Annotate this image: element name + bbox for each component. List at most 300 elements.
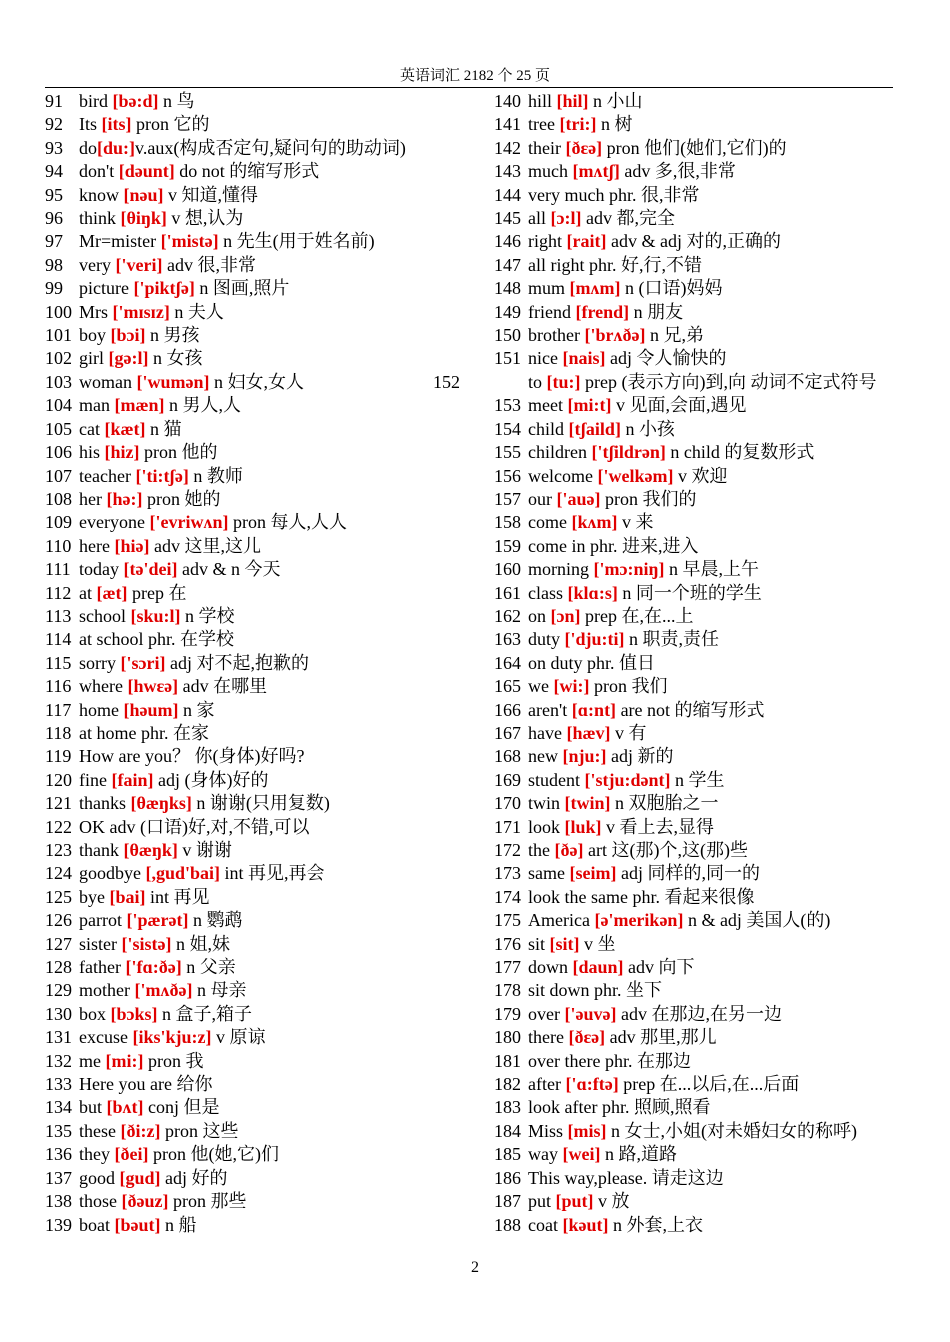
vocab-entry (45, 230, 445, 253)
entry-number: 158 (494, 512, 521, 533)
entry-word: at (79, 582, 92, 603)
entry-number: 95 (45, 184, 63, 205)
entry-phonetic: [gə:l] (108, 348, 149, 369)
entry-definition: n 职责,责任 (629, 629, 720, 650)
entry-word: sorry (79, 652, 116, 673)
entry-word: on (528, 605, 546, 626)
entry-phonetic: ['sistə] (121, 933, 172, 954)
entry-number: 126 (45, 910, 72, 931)
entry-number: 165 (494, 676, 521, 697)
entry-definition: n 男孩 (150, 325, 200, 346)
entry-phonetic: [θiŋk] (120, 208, 167, 229)
entry-word: don't (79, 161, 115, 182)
entry-phonetic: ['pærət] (126, 910, 189, 931)
entry-phonetic: [ði:z] (120, 1120, 161, 1141)
entry-word: America (528, 910, 590, 931)
entry-number: 145 (494, 208, 521, 229)
entry-definition: v 见面,会面,遇见 (615, 395, 747, 416)
entry-number: 124 (45, 863, 72, 884)
entry-word: duty (528, 629, 561, 650)
vocab-entry (45, 137, 445, 160)
entry-phonetic: ['piktʃə] (133, 278, 195, 299)
vocab-entry (45, 1120, 445, 1143)
entry-phonetic: ['ɑ:ftə] (565, 1074, 619, 1095)
entry-word: woman (79, 371, 132, 392)
entry-number: 125 (45, 886, 72, 907)
vocab-entry (494, 441, 894, 464)
entry-word: cat (79, 418, 100, 439)
entry-number: 178 (494, 980, 521, 1001)
entry-word: our (528, 488, 552, 509)
entry-number: 180 (494, 1027, 521, 1048)
entry-number: 160 (494, 559, 521, 580)
entry-number: 175 (494, 910, 521, 931)
entry-phonetic: [ɔn] (550, 605, 581, 626)
vocab-entry (45, 90, 445, 113)
entry-number: 168 (494, 746, 521, 767)
vocab-entry (494, 1167, 894, 1190)
entry-word: bye (79, 886, 105, 907)
entry-phonetic: [twin] (564, 793, 611, 814)
entry-word: Miss (528, 1120, 564, 1141)
entry-word: after (528, 1074, 561, 1095)
vocab-entry (494, 956, 894, 979)
entry-definition: adv 在哪里 (182, 676, 268, 697)
entry-definition: n & adj 美国人(的) (687, 910, 831, 931)
entry-phonetic: [tə'dei] (123, 559, 178, 580)
entry-definition: n 夫人 (174, 301, 224, 322)
entry-phonetic: [nais] (562, 348, 606, 369)
vocab-entry (494, 535, 894, 558)
vocab-entry (45, 909, 445, 932)
entry-definition: n 朋友 (633, 301, 684, 322)
entry-word: school (79, 605, 126, 626)
entry-number: 162 (494, 605, 521, 626)
vocab-entry (45, 441, 445, 464)
entry-word: their (528, 137, 561, 158)
vocab-entry (45, 933, 445, 956)
entry-definition: adv 向下 (628, 957, 695, 978)
entry-number: 187 (494, 1191, 521, 1212)
entry-definition: n 双胞胎之一 (615, 793, 719, 814)
vocab-entry (494, 488, 894, 511)
vocab-entry (45, 1003, 445, 1026)
entry-word: look the same (528, 886, 628, 907)
entry-phonetic: [sku:l] (130, 605, 181, 626)
entry-number: 182 (494, 1074, 521, 1095)
entry-phonetic: [iks'kju:z] (132, 1027, 212, 1048)
entry-number: 172 (494, 840, 521, 860)
entry-definition: n (口语)妈妈 (625, 278, 723, 299)
entry-word: good (79, 1167, 115, 1188)
entry-word: morning (528, 559, 589, 580)
vocab-entry (45, 745, 445, 768)
entry-number: 96 (45, 208, 63, 229)
vocab-entry (45, 371, 445, 394)
entry-phonetic: [luk] (564, 816, 602, 837)
entry-word: they (79, 1144, 110, 1165)
entry-definition: adv 很,非常 (166, 254, 256, 275)
entry-definition: adv 这里,这儿 (153, 535, 261, 556)
entry-number: 140 (494, 91, 521, 111)
entry-definition: prep 在...以后,在...后面 (623, 1074, 800, 1095)
vocab-entry (45, 184, 445, 207)
entry-number: 183 (494, 1097, 521, 1118)
entry-word: sit down (528, 980, 590, 1001)
entry-definition: pron 这些 (164, 1120, 239, 1141)
entry-phonetic: [kʌm] (571, 512, 618, 533)
entry-phonetic: [mis] (567, 1120, 607, 1141)
vocab-entry (45, 1050, 445, 1073)
entry-phonetic: [æt] (96, 582, 128, 603)
entry-phonetic: [θæŋk] (123, 840, 178, 860)
entry-definition: pron 我 (147, 1050, 204, 1071)
entry-definition: phr. 坐下 (594, 980, 663, 1001)
entry-number: 93 (45, 137, 63, 158)
entry-definition: n 谢谢(只用复数) (196, 793, 330, 814)
entry-word: look after (528, 1097, 598, 1118)
entry-definition: v 有 (614, 722, 647, 743)
entry-definition: n 家 (183, 699, 215, 720)
entry-word: very (79, 254, 111, 275)
entry-number: 110 (45, 535, 72, 556)
entry-definition: n 同一个班的学生 (622, 582, 762, 603)
entry-word: over there (528, 1050, 601, 1071)
vocab-entry (45, 558, 445, 581)
entry-number: 133 (45, 1074, 72, 1095)
entry-phonetic: [mi:] (105, 1050, 144, 1071)
entry-phonetic: [wei] (562, 1144, 601, 1165)
vocab-entry (45, 1190, 445, 1213)
entry-word: boy (79, 325, 106, 346)
entry-definition: n 外套,上衣 (612, 1214, 703, 1235)
entry-number: 152 (433, 371, 460, 392)
vocab-entry (45, 652, 445, 675)
entry-phonetic: [bəut] (114, 1214, 161, 1235)
entry-phonetic: ['evriwʌn] (149, 512, 229, 533)
entry-number: 161 (494, 582, 521, 603)
entry-word: sit (528, 933, 546, 954)
entry-phonetic: [put] (555, 1191, 594, 1212)
entry-definition: phr. 在学校 (148, 629, 235, 650)
entry-word: at school (79, 629, 144, 650)
entry-phonetic: ['mɪsɪz] (112, 301, 170, 322)
vocab-entry (494, 582, 894, 605)
entry-definition: v 欢迎 (677, 465, 728, 486)
entry-definition: v 知道,懂得 (168, 184, 258, 205)
entry-phonetic: ['ti:tʃə] (135, 465, 189, 486)
entry-word: coat (528, 1214, 558, 1235)
entry-phonetic: [tʃaild] (568, 418, 621, 439)
entry-phonetic: [bɔks] (110, 1003, 158, 1024)
entry-number: 173 (494, 863, 521, 884)
entry-definition: adv 多,很,非常 (624, 161, 736, 182)
entry-word: everyone (79, 512, 145, 533)
entry-word: teacher (79, 465, 131, 486)
vocab-entry (45, 1073, 445, 1096)
entry-definition: n 妇女,女人 (214, 371, 304, 392)
entry-number: 150 (494, 325, 521, 346)
entry-number: 151 (494, 348, 521, 369)
entry-word: twin (528, 793, 561, 814)
entry-number: 154 (494, 418, 521, 439)
entry-number: 184 (494, 1120, 521, 1141)
entry-phonetic: [ðəuz] (121, 1191, 169, 1212)
entry-word: know (79, 184, 119, 205)
vocab-entry (45, 1026, 445, 1049)
vocab-entry (494, 1026, 894, 1049)
entry-number: 114 (45, 629, 72, 650)
entry-definition: pron 他(她,它)们 (152, 1144, 279, 1165)
vocab-entry (45, 582, 445, 605)
vocab-entry (45, 699, 445, 722)
entry-phonetic: [tri:] (559, 114, 597, 135)
entry-number: 171 (494, 816, 521, 837)
entry-definition: n 盒子,箱子 (162, 1003, 253, 1024)
entry-number: 142 (494, 137, 521, 158)
entry-word: new (528, 746, 558, 767)
entry-word: brother (528, 325, 580, 346)
vocab-entry (494, 1214, 894, 1237)
entry-definition: n 鸟 (163, 91, 195, 111)
entry-definition: v.aux(构成否定句,疑问句的助动词) (135, 137, 406, 158)
entry-word: very much (528, 184, 605, 205)
vocab-entry (45, 816, 445, 839)
entry-word: come (528, 512, 567, 533)
entry-word: today (79, 559, 119, 580)
entry-word: picture (79, 278, 129, 299)
entry-number: 135 (45, 1120, 72, 1141)
entry-definition: v 想,认为 (171, 208, 244, 229)
entry-word: Mrs (79, 301, 109, 322)
entry-phonetic: ['auə] (556, 488, 601, 509)
entry-word: all (528, 208, 546, 229)
entry-word: children (528, 442, 587, 463)
vocab-entry (494, 839, 894, 862)
entry-number: 148 (494, 278, 521, 299)
entry-definition: n 母亲 (196, 980, 247, 1001)
entry-number: 153 (494, 395, 521, 416)
entry-number: 116 (45, 676, 72, 697)
vocab-entry (494, 1190, 894, 1213)
entry-definition: n 图画,照片 (199, 278, 290, 299)
entry-definition: pron 每人,人人 (232, 512, 347, 533)
entry-word: but (79, 1097, 103, 1118)
entry-number: 141 (494, 114, 521, 135)
vocab-entry (494, 745, 894, 768)
entry-definition: n 路,道路 (604, 1144, 677, 1165)
entry-phonetic: [klɑ:s] (567, 582, 618, 603)
vocab-entry (494, 792, 894, 815)
entry-phonetic: [fain] (111, 769, 154, 790)
entry-phonetic: ['sɔri] (120, 652, 166, 673)
entry-phonetic: [nju:] (562, 746, 607, 767)
vocab-entry (45, 277, 445, 300)
entry-number: 111 (45, 559, 71, 580)
vocab-entry (494, 979, 894, 1002)
vocab-entry (494, 207, 894, 230)
vocab-entry (494, 675, 894, 698)
entry-number: 132 (45, 1050, 72, 1071)
entry-number: 177 (494, 957, 521, 978)
vocab-entry (45, 488, 445, 511)
entry-number: 117 (45, 699, 72, 720)
entry-definition: prep 在,在...上 (585, 605, 694, 626)
entry-definition: v 谢谢 (182, 840, 232, 860)
entry-phonetic: [ðə] (554, 840, 584, 860)
entry-number: 97 (45, 231, 63, 252)
entry-definition: v 坐 (584, 933, 616, 954)
vocab-entry (494, 347, 894, 370)
entry-phonetic: [ə'merikən] (594, 910, 684, 931)
entry-word: his (79, 442, 101, 463)
entry-word: on duty (528, 652, 583, 673)
entry-definition: v 放 (598, 1191, 630, 1212)
entry-phonetic: [wi:] (553, 676, 590, 697)
entry-number: 169 (494, 769, 521, 790)
entry-word: sister (79, 933, 117, 954)
entry-word: man (79, 395, 110, 416)
entry-phonetic: ['brʌðə] (584, 325, 646, 346)
vocab-entry (494, 254, 894, 277)
entry-word: nice (528, 348, 558, 369)
entry-definition: n 小山 (593, 91, 643, 111)
entry-number: 119 (45, 746, 72, 767)
entry-definition: pron 它的 (136, 114, 210, 135)
entry-number: 170 (494, 793, 521, 814)
vocab-entry (45, 722, 445, 745)
entry-phonetic: [its] (101, 114, 132, 135)
entry-number: 91 (45, 91, 63, 111)
entry-phonetic: [hæv] (566, 722, 611, 743)
entry-word: have (528, 722, 562, 743)
vocab-entry (45, 839, 445, 862)
vocab-entry (45, 535, 445, 558)
vocab-entry (45, 254, 445, 277)
entry-number: 155 (494, 442, 521, 463)
entry-word: class (528, 582, 563, 603)
entry-phonetic: [hil] (556, 91, 589, 111)
entry-word: right (528, 231, 562, 252)
vocab-entry (45, 886, 445, 909)
entry-definition: adv 那里,那儿 (609, 1027, 717, 1048)
entry-word: her (79, 488, 102, 509)
entry-word: come in (528, 535, 586, 556)
vocab-entry (45, 1096, 445, 1119)
entry-definition: phr. 很,非常 (608, 184, 700, 205)
entry-phonetic: [bɔi] (110, 325, 146, 346)
entry-number: 139 (45, 1214, 72, 1235)
vocab-entry (494, 558, 894, 581)
entry-phonetic: [mæn] (114, 395, 165, 416)
entry-definition: adj 新的 (611, 746, 674, 767)
entry-phonetic: [ɔ:l] (550, 208, 582, 229)
entry-number: 146 (494, 231, 521, 252)
entry-number: 156 (494, 465, 521, 486)
vocab-entry (494, 909, 894, 932)
entry-phonetic: [kəut] (562, 1214, 609, 1235)
entry-definition: n 男人,人 (169, 395, 241, 416)
entry-phonetic: [nəu] (123, 184, 164, 205)
entry-word: here (79, 535, 110, 556)
entry-definition: adv 都,完全 (585, 208, 675, 229)
entry-word: those (79, 1191, 117, 1212)
vocab-entry (494, 722, 894, 745)
vocab-entry (494, 90, 894, 113)
entry-phonetic: ['stju:dənt] (584, 769, 671, 790)
vocab-entry (494, 1096, 894, 1119)
entry-word: all right (528, 254, 585, 275)
entry-word: these (79, 1120, 116, 1141)
entry-number: 108 (45, 488, 72, 509)
entry-number: 113 (45, 605, 72, 626)
vocab-entry (494, 137, 894, 160)
entry-definition: phr. 在那边 (604, 1050, 691, 1071)
entry-phonetic: [θæŋks] (130, 793, 192, 814)
entry-word: father (79, 957, 121, 978)
vocab-entry (45, 301, 445, 324)
entry-word: hill (528, 91, 553, 111)
entry-definition: adj (身体)好的 (157, 769, 269, 790)
entry-word: tree (528, 114, 555, 135)
entry-definition: adj 同样的,同一的 (620, 863, 760, 884)
entry-definition: do not 的缩写形式 (179, 161, 320, 182)
entry-phonetic: ['welkəm] (597, 465, 674, 486)
entry-word: box (79, 1003, 106, 1024)
entry-number: 131 (45, 1027, 72, 1048)
entry-definition: n child 的复数形式 (670, 442, 815, 463)
entry-phonetic: [mʌm] (569, 278, 621, 299)
entry-number: 144 (494, 184, 521, 205)
entry-definition: n 教师 (193, 465, 243, 486)
vocab-entry (45, 347, 445, 370)
entry-definition: phr. 值日 (587, 652, 656, 673)
page-number: 2 (471, 1259, 479, 1276)
entry-word: Its (79, 114, 97, 135)
vocab-entry (494, 277, 894, 300)
entry-definition: n 父亲 (186, 957, 236, 978)
entry-number: 185 (494, 1144, 521, 1165)
entry-number: 100 (45, 301, 72, 322)
entry-word: bird (79, 91, 108, 111)
vocab-entry (494, 628, 894, 651)
entry-phonetic: [ðɛə] (568, 1027, 606, 1048)
vocab-entry (494, 1120, 894, 1143)
entry-word: home (79, 699, 119, 720)
entry-number: 143 (494, 161, 521, 182)
entry-definition: n 早晨,上午 (669, 559, 759, 580)
entry-word: fine (79, 769, 107, 790)
entry-phonetic: [mʌtʃ] (572, 161, 620, 182)
entry-word: aren't (528, 699, 568, 720)
vocab-entry (494, 113, 894, 136)
entry-word: welcome (528, 465, 593, 486)
entry-definition: adj 好的 (165, 1167, 228, 1188)
entry-definition: 给你 (176, 1074, 213, 1095)
entry-word: to (528, 371, 543, 392)
vocab-entry (494, 511, 894, 534)
entry-word: me (79, 1050, 101, 1071)
entry-phonetic: ['veri] (115, 254, 163, 275)
vocab-entry (45, 394, 445, 417)
vocab-entry (45, 862, 445, 885)
entry-number: 136 (45, 1144, 72, 1165)
entry-number: 112 (45, 582, 72, 603)
entry-definition: int 再见,再会 (224, 863, 325, 884)
entry-definition: adj 令人愉快的 (610, 348, 727, 369)
entry-definition: phr. 照顾,照看 (601, 1097, 711, 1118)
vocab-entry (45, 207, 445, 230)
